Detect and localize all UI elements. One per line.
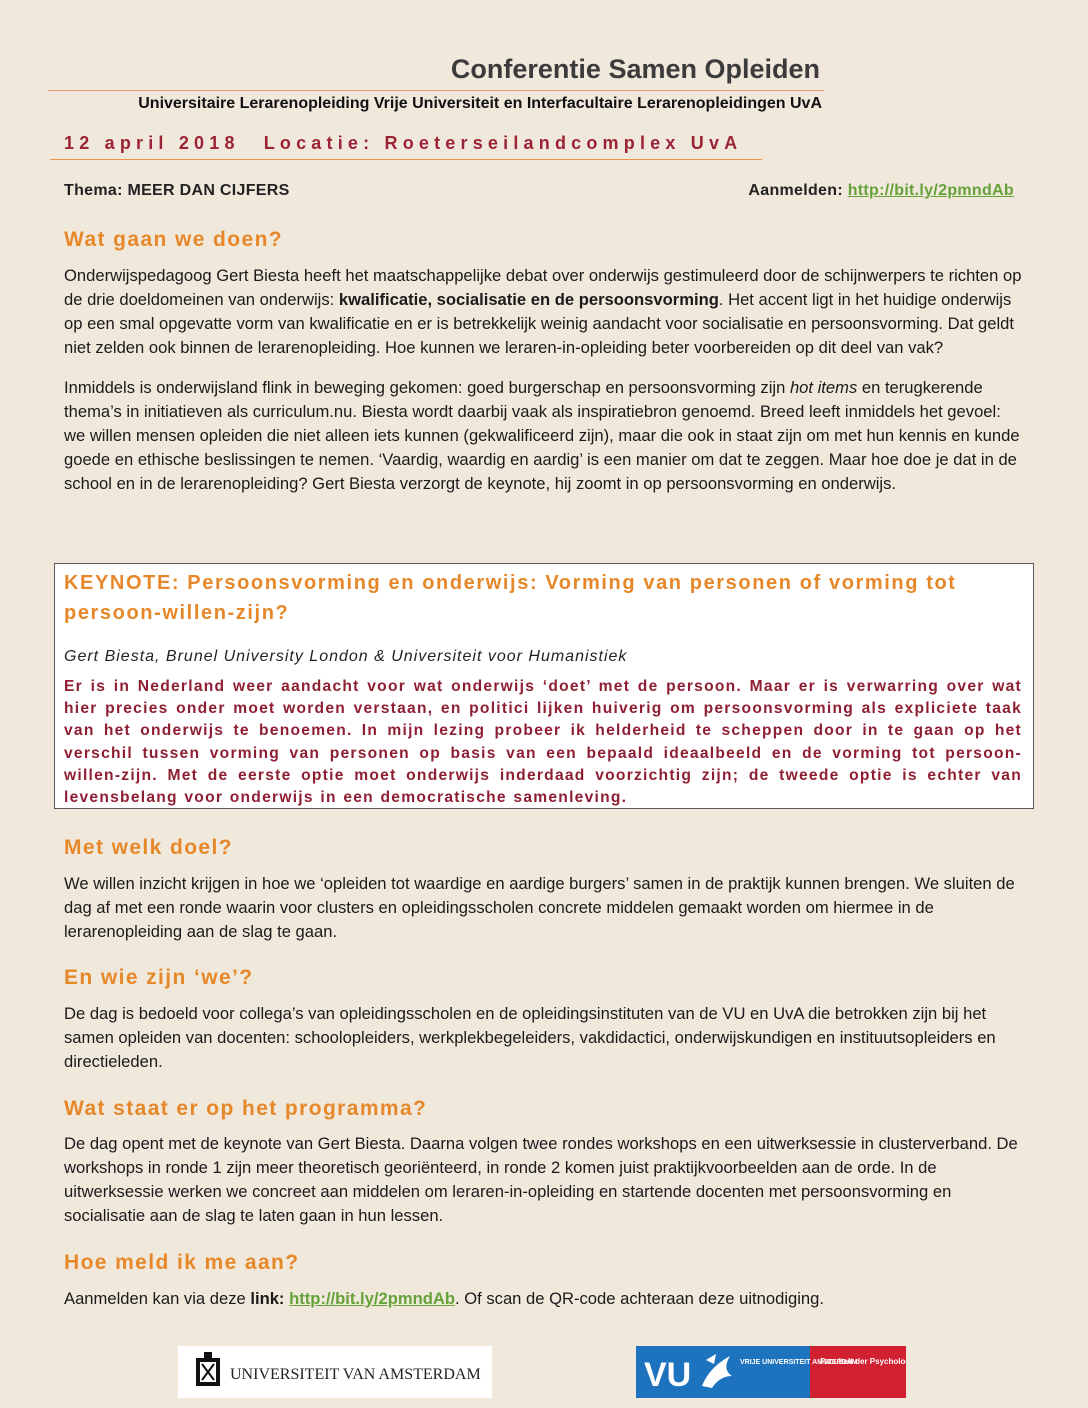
faculty-name: Faculteit der Psycholo — [820, 1357, 906, 1366]
text: . Of scan de QR-code achteraan deze uitnodiging. — [455, 1289, 824, 1308]
vu-short: VU — [644, 1356, 692, 1394]
divider — [48, 90, 824, 91]
register-line — [748, 182, 1014, 200]
paragraph — [64, 264, 1026, 360]
link-label: link: — [250, 1289, 285, 1308]
vu-name: VRIJE UNIVERSITEIT AMSTERDAM — [740, 1359, 858, 1366]
keynote-title: KEYNOTE: Persoonsvorming en onderwijs: Vorming van personen of vorming tot persoon-willen-zijn? — [64, 572, 957, 624]
section-heading-who: En wie zijn ‘we’? — [64, 966, 254, 989]
section-heading-signup: Hoe meld ik me aan? — [64, 1251, 300, 1274]
theme-label: Thema: MEER DAN CIJFERS — [64, 182, 290, 199]
page-subtitle: Universitaire Lerarenopleiding Vrije Universiteit en Interfacultaire Lerarenopleidingen UvA — [138, 95, 822, 112]
vu-logo — [636, 1346, 906, 1398]
signup-link[interactable]: http://bit.ly/2pmndAb — [289, 1289, 456, 1308]
paragraph: De dag opent met de keynote van Gert Biesta. Daarna volgen twee rondes workshops en een uitwerksessie in clusterverband. De workshops in ronde 1 zijn meer theoretisch georiënteerd, in ronde 2 komen juist praktijkvoorbeelden aan de orde. In de uitwerksessie werken we concreet aan middelen om leraren-in-opleiding en startende docenten met persoonsvorming en socialisatie aan de slag te laten gaan in hun lessen. — [64, 1134, 1018, 1225]
text: Onderwijspedagoog Gert Biesta heeft het maatschappelijke debat over onderwijs gestimuleerd door de schijnwerpers te richten op de drie doeldomeinen van onderwijs: — [64, 266, 1022, 309]
divider — [50, 159, 762, 160]
section-heading-what: Wat gaan we doen? — [64, 228, 284, 251]
paragraph — [64, 376, 1026, 496]
keynote-abstract: Er is in Nederland weer aandacht voor wat onderwijs ‘doet’ met de persoon. Maar er is verwarring over wat hier precies onder moet worden verstaan, en politici lijken huiverig om persoonsvorming als expliciete taak van het onderwijs te benoemen. In mijn lezing probeer ik helderheid te scheppen door in te gaan op het verschil tussen vorming van personen op basis van een bepaald ideaalbeeld en de vorming tot persoon-willen-zijn. Met de eerste optie moet onderwijs inderdaad voorzichtig zijn; de tweede optie is echter van levensbelang voor onderwijs in een democratische samenleving. — [64, 678, 1022, 807]
text: Inmiddels is onderwijsland flink in beweging gekomen: goed burgerschap en persoonsvorming zijn — [64, 378, 790, 397]
text: Aanmelden kan via deze — [64, 1289, 251, 1308]
keynote-speaker: Gert Biesta, Brunel University London & Universiteit voor Humanistiek — [64, 648, 628, 665]
text: . Het accent ligt in het huidige onderwijs op een smal opgevatte vorm van kwalificatie en er is betrekkelijk weinig aandacht voor socialisatie en persoonsvorming. Dat geldt niet zelden ook binnen de lerarenopleiding. Hoe kunnen we leraren-in-opleiding beter voorbereiden op dit deel van vak? — [64, 290, 1015, 357]
uva-logo-graphic — [178, 1346, 492, 1398]
emphasis: hot items — [789, 378, 858, 397]
register-label: Aanmelden: — [748, 182, 843, 199]
event-date: 12 april 2018 — [64, 133, 240, 153]
uva-logo — [178, 1346, 492, 1398]
section-body — [64, 264, 1026, 496]
paragraph: De dag is bedoeld voor collega’s van opleidingsscholen en de opleidingsinstituten van de VU en UvA die betrokken zijn bij het samen opleiden van docenten: schoolopleiders, werkplekbegeleiders, vakdidactici, onderwijskundigen en instituutsopleiders en directieleden. — [64, 1004, 996, 1071]
section-heading — [64, 228, 283, 252]
paragraph — [64, 1287, 1026, 1311]
text: en terugkerende thema’s in initiatieven als curriculum.nu. Biesta wordt daarbij vaak als inspiratiebron genoemd. Breed leeft inmiddels het gevoel: we willen mensen opleiden die niet alleen iets kunnen (gekwalificeerd zijn), maar die ook in staat zijn om met hun kennis en kunde goede en ethische beslissingen te nemen. ‘Vaardig, waardig en aardig’ is een manier om dat te zeggen. Maar hoe doe je dat in de school en in de lerarenopleiding? Gert Biesta verzorgt de keynote, hij zoomt in op persoonsvorming en onderwijs. — [64, 378, 1020, 493]
emphasis: kwalificatie, socialisatie en de persoonsvorming — [338, 290, 719, 309]
page-title: Conferentie Samen Opleiden — [450, 54, 820, 84]
date-location-line — [64, 133, 742, 154]
event-location: Locatie: Roeterseilandcomplex UvA — [263, 133, 743, 153]
section-heading-goal: Met welk doel? — [64, 836, 233, 859]
vu-logo-graphic — [636, 1346, 906, 1398]
uva-name: UNIVERSITEIT VAN AMSTERDAM — [230, 1366, 481, 1383]
register-link[interactable]: http://bit.ly/2pmndAb — [847, 182, 1014, 199]
paragraph: We willen inzicht krijgen in hoe we ‘opleiden tot waardige en aardige burgers’ samen in de praktijk kunnen brengen. We sluiten de dag af met een ronde waarin voor clusters en opleidingsscholen concrete middelen gemaakt worden om hiermee in de lerarenopleiding aan de slag te gaan. — [64, 874, 1015, 941]
section-heading-program: Wat staat er op het programma? — [64, 1097, 428, 1120]
